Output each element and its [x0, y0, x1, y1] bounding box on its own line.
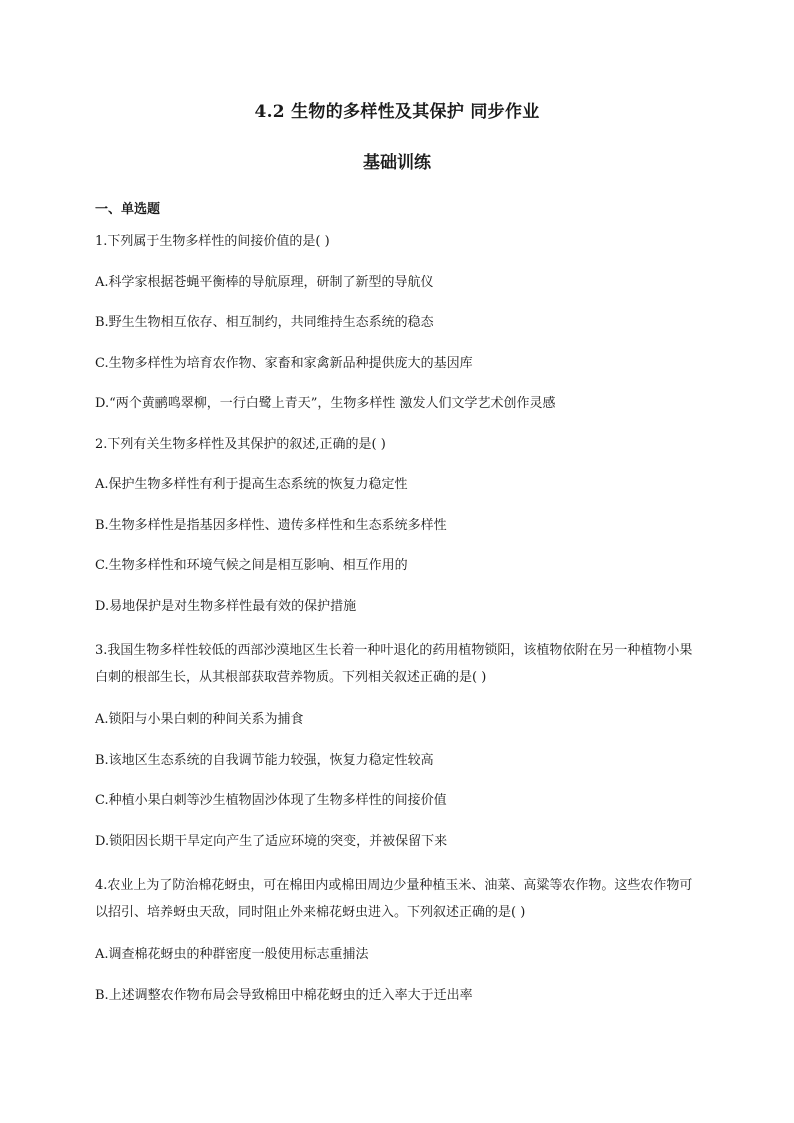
- question-2-option-a: A.保护生物多样性有利于提高生态系统的恢复力稳定性: [95, 477, 408, 492]
- question-4-option-b: B.上述调整农作物布局会导致棉田中棉花蚜虫的迁入率大于迁出率: [95, 987, 473, 1003]
- page-title: 4.2 生物的多样性及其保护 同步作业: [254, 102, 540, 122]
- question-3-option-a: A.锁阳与小果白刺的种间关系为捕食: [95, 712, 304, 727]
- question-4-stem: 4.农业上为了防治棉花蚜虫，可在棉田内或棉田周边少量种植玉米、油菜、高粱等农作物。这些农作物可以招引、培养蚜虫天敌，同时阻止外来棉花蚜虫进入。下列叙述正确的是( ): [95, 878, 693, 920]
- question-2-stem: 2.下列有关生物多样性及其保护的叙述,正确的是( ): [95, 436, 386, 452]
- question-3-option-d: D.锁阳因长期干旱定向产生了适应环境的突变，并被保留下来: [95, 833, 448, 849]
- question-1-option-c: C.生物多样性为培育农作物、家畜和家禽新品种提供庞大的基因库: [95, 355, 473, 371]
- question-2-option-c: C.生物多样性和环境气候之间是相互影响、相互作用的: [95, 558, 408, 573]
- question-1-stem: 1.下列属于生物多样性的间接价值的是( ): [95, 234, 330, 249]
- page-subtitle: 基础训练: [363, 153, 431, 173]
- question-1-option-a: A.科学家根据苍蝇平衡棒的导航原理，研制了新型的导航仪: [95, 274, 434, 290]
- question-3-stem: 3.我国生物多样性较低的西部沙漠地区生长着一种叶退化的药用植物锁阳，该植物依附在另一种植物小果白刺的根部生长，从其根部获取营养物质。下列相关叙述正确的是( ): [95, 643, 693, 685]
- question-list: [95, 232, 705, 1005]
- question-1-option-b: B.野生生物相互依存、相互制约，共同维持生态系统的稳态: [95, 315, 434, 330]
- question-2-option-d: D.易地保护是对生物多样性最有效的保护措施: [95, 598, 357, 614]
- question-2-option-b: B.生物多样性是指基因多样性、遗传多样性和生态系统多样性: [95, 517, 447, 533]
- question-1-option-d: D.“两个黄鹂鸣翠柳，一行白鹭上青天”，生物多样性 激发人们文学艺术创作灵感: [95, 396, 556, 411]
- question-4-option-a: A.调查棉花蚜虫的种群密度一般使用标志重捕法: [95, 947, 369, 962]
- section-heading: 一、单选题: [95, 202, 161, 217]
- question-3-option-c: C.种植小果白刺等沙生植物固沙体现了生物多样性的间接价值: [95, 793, 447, 808]
- question-3-option-b: B.该地区生态系统的自我调节能力较强，恢复力稳定性较高: [95, 752, 434, 768]
